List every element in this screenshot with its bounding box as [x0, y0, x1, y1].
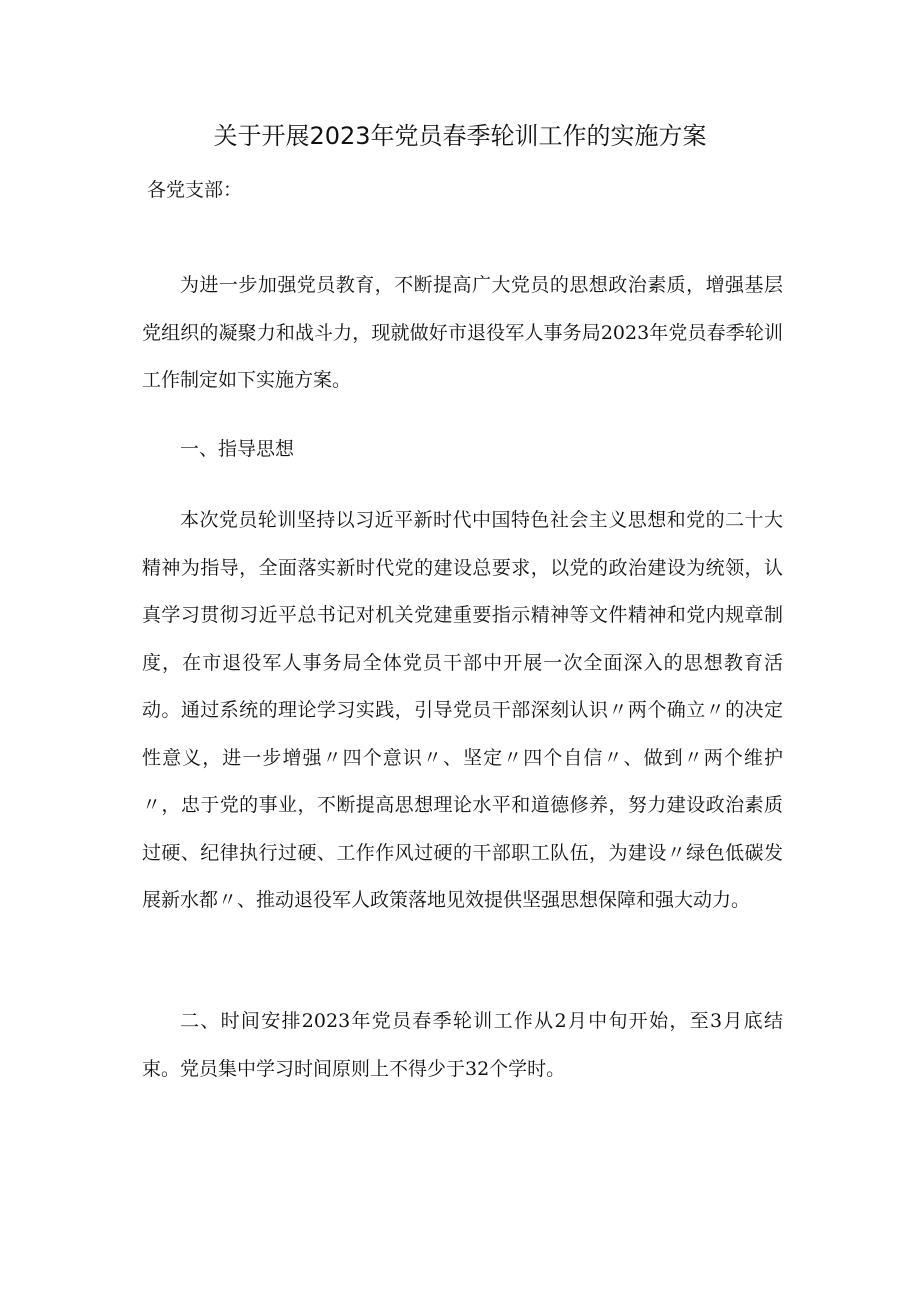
intro-paragraph: 为进一步加强党员教育，不断提高广大党员的思想政治素质，增强基层党组织的凝聚力和战斗力，现就做好市退役军人事务局2023年党员春季轮训工作制定如下实施方案。: [142, 274, 783, 391]
guiding-thought-paragraph: 本次党员轮训坚持以习近平新时代中国特色社会主义思想和党的二十大精神为指导，全面落实新时代党的建设总要求，以党的政治建设为统领，认真学习贯彻习近平总书记对机关党建重要指示精神等文件精神和党内规章制度，在市退役军人事务局全体党员干部中开展一次全面深入的思想教育活动。通过系统的理论学习实践，引导党员干部深刻认识〃两个确立〃的决定性意义，进一步增强〃四个意识〃、坚定〃四个自信〃、做到〃两个维护〃，忠于党的事业，不断提高思想理论水平和道德修养，努力建设政治素质过硬、纪律执行过硬、工作作风过硬的干部职工队伍，为建设〃绿色低碳发展新水都〃、推动退役军人政策落地见效提供坚强思想保障和强大动力。: [142, 509, 783, 911]
section-heading-guiding-thought: 一、指导思想: [180, 438, 295, 460]
schedule-paragraph: 二、时间安排2023年党员春季轮训工作从2月中旬开始，至3月底结束。党员集中学习时间原则上不得少于32个学时。: [142, 1010, 783, 1080]
document-title: 关于开展2023年党员春季轮训工作的实施方案: [213, 122, 707, 150]
salutation: 各党支部：: [147, 179, 243, 201]
